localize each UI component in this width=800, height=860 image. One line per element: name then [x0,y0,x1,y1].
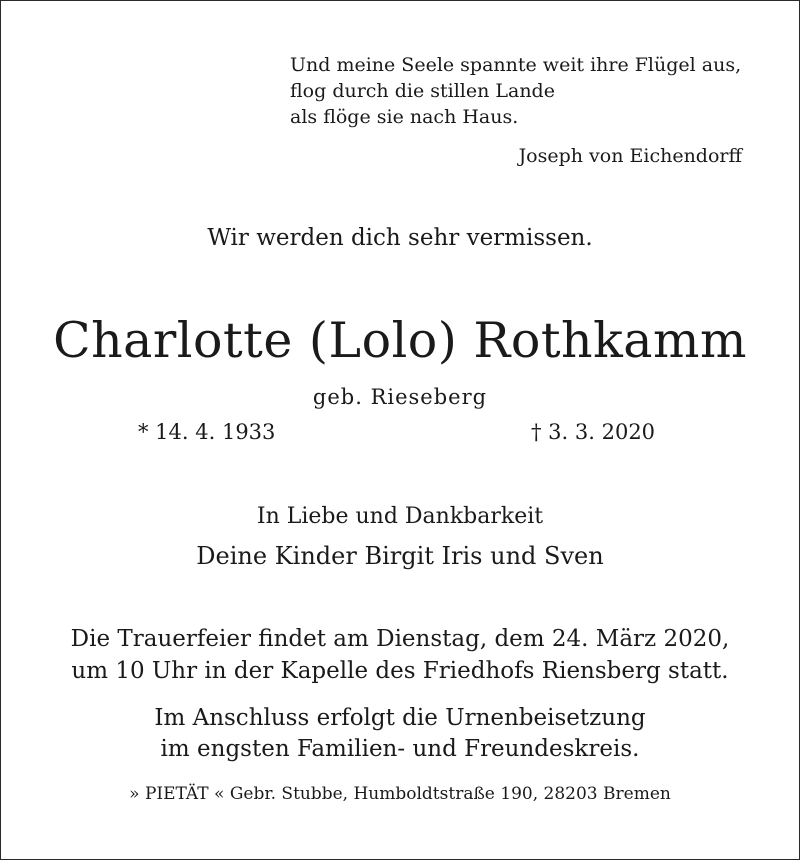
burial-line-1: Im Anschluss erfolgt die Urnenbeisetzung [154,705,646,731]
maiden-name: geb. Rieseberg [312,385,488,409]
ceremony-line-1: Die Trauerfeier findet am Dienstag, dem 24. März 2020, [70,626,730,652]
dedication: In Liebe und Dankbarkeit [256,504,544,529]
poem-author: Joseph von Eichendorff [518,145,742,167]
poem-line-2: flog durch die stillen Lande [290,80,555,102]
death-date: † 3. 3. 2020 [531,420,656,444]
intro-text: Wir werden dich sehr vermissen. [207,225,593,251]
mourners: Deine Kinder Birgit Iris und Sven [196,542,604,570]
funeral-home-footer: » PIETÄT « Gebr. Stubbe, Humboldtstraße 190, 28203 Bremen [129,784,671,804]
birth-date: * 14. 4. 1933 [138,420,276,444]
poem-line-3: als flöge sie nach Haus. [290,106,519,128]
deceased-name: Charlotte (Lolo) Rothkamm [53,312,747,369]
ceremony-line-2: um 10 Uhr in der Kapelle des Friedhofs Riensberg statt. [71,658,729,684]
burial-line-2: im engsten Familien- und Freundeskreis. [160,736,640,762]
poem-line-1: Und meine Seele spannte weit ihre Flügel aus, [290,54,742,76]
